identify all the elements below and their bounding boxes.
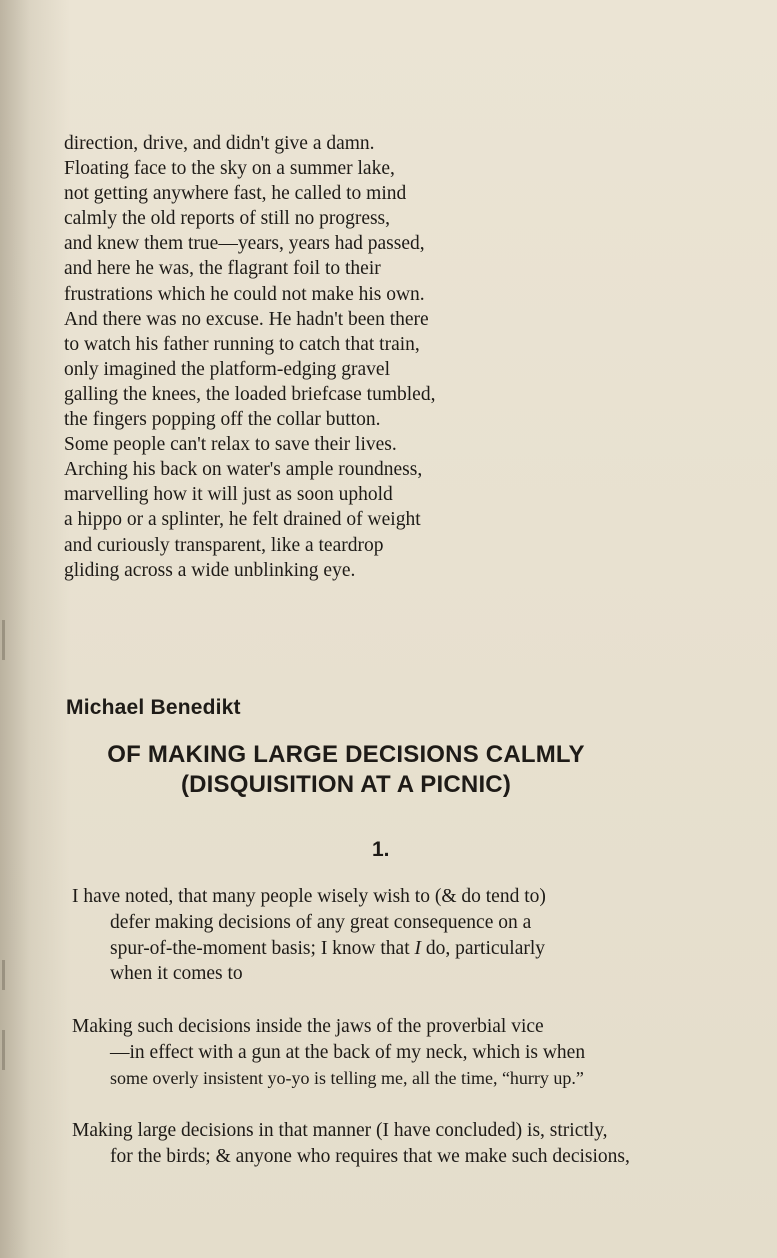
poem-line: to watch his father running to catch that train, — [64, 333, 420, 355]
paragraph — [72, 1014, 722, 1091]
section-number: 1. — [372, 838, 390, 861]
poem-line: and knew them true—years, years had passed, — [64, 233, 425, 255]
poem-line: direction, drive, and didn't give a damn. — [64, 133, 375, 154]
poem-title — [66, 740, 626, 800]
poem-line: And there was no excuse. He hadn't been there — [64, 308, 429, 330]
paragraph-line: —in effect with a gun at the back of my neck, which is when — [110, 1041, 586, 1063]
poem-line: only imagined the platform-edging gravel — [64, 358, 390, 380]
poem-subtitle-line: (DISQUISITION AT A PICNIC) — [180, 771, 512, 798]
paragraph-line: I have noted, that many people wisely wish to (& do tend to) — [72, 886, 546, 907]
paragraph-line: defer making decisions of any great consequence on a — [110, 911, 532, 933]
paragraph-line: when it comes to — [110, 963, 243, 985]
poem-line: calmly the old reports of still no progress, — [64, 208, 391, 230]
poem-line: Floating face to the sky on a summer lake, — [64, 158, 395, 180]
paragraph — [72, 884, 722, 987]
poem-line: galling the knees, the loaded briefcase tumbled, — [64, 383, 436, 405]
poem-line: not getting anywhere fast, he called to mind — [64, 183, 407, 205]
paragraph-line: for the birds; & anyone who requires that we make such decisions, — [110, 1145, 630, 1167]
paragraph — [72, 1118, 722, 1170]
poem-line: Some people can't relax to save their lives. — [64, 434, 397, 456]
author-name: Michael Benedikt — [66, 696, 241, 719]
paragraph-text: spur-of-the-moment basis; I know that — [110, 937, 415, 959]
paragraph-line: Making large decisions in that manner (I have concluded) is, strictly, — [72, 1120, 608, 1141]
poem-line: and here he was, the flagrant foil to their — [64, 258, 381, 280]
poem-continuation — [64, 131, 724, 583]
poem-line: Arching his back on water's ample roundness, — [64, 459, 423, 481]
poem-line: marvelling how it will just as soon uphold — [64, 484, 393, 506]
gutter-shadow — [2, 1030, 5, 1070]
paragraph-line — [72, 936, 722, 962]
poem-line: the fingers popping off the collar button. — [64, 409, 381, 431]
gutter-shadow — [2, 960, 5, 990]
poem-line: and curiously transparent, like a teardrop — [64, 534, 384, 556]
poem-line: gliding across a wide unblinking eye. — [64, 559, 356, 581]
emphasis-text: I — [414, 937, 422, 959]
paragraph-line: some overly insistent yo-yo is telling me, all the time, “hurry up.” — [110, 1067, 584, 1088]
poem-line: frustrations which he could not make his own. — [64, 283, 425, 305]
paragraph-line: Making such decisions inside the jaws of the proverbial vice — [72, 1016, 544, 1037]
paragraph-text: do, particularly — [421, 937, 546, 959]
poem-line: a hippo or a splinter, he felt drained of weight — [64, 509, 421, 531]
gutter-shadow — [2, 620, 5, 660]
poem-title-line: OF MAKING LARGE DECISIONS CALMLY — [107, 741, 585, 768]
